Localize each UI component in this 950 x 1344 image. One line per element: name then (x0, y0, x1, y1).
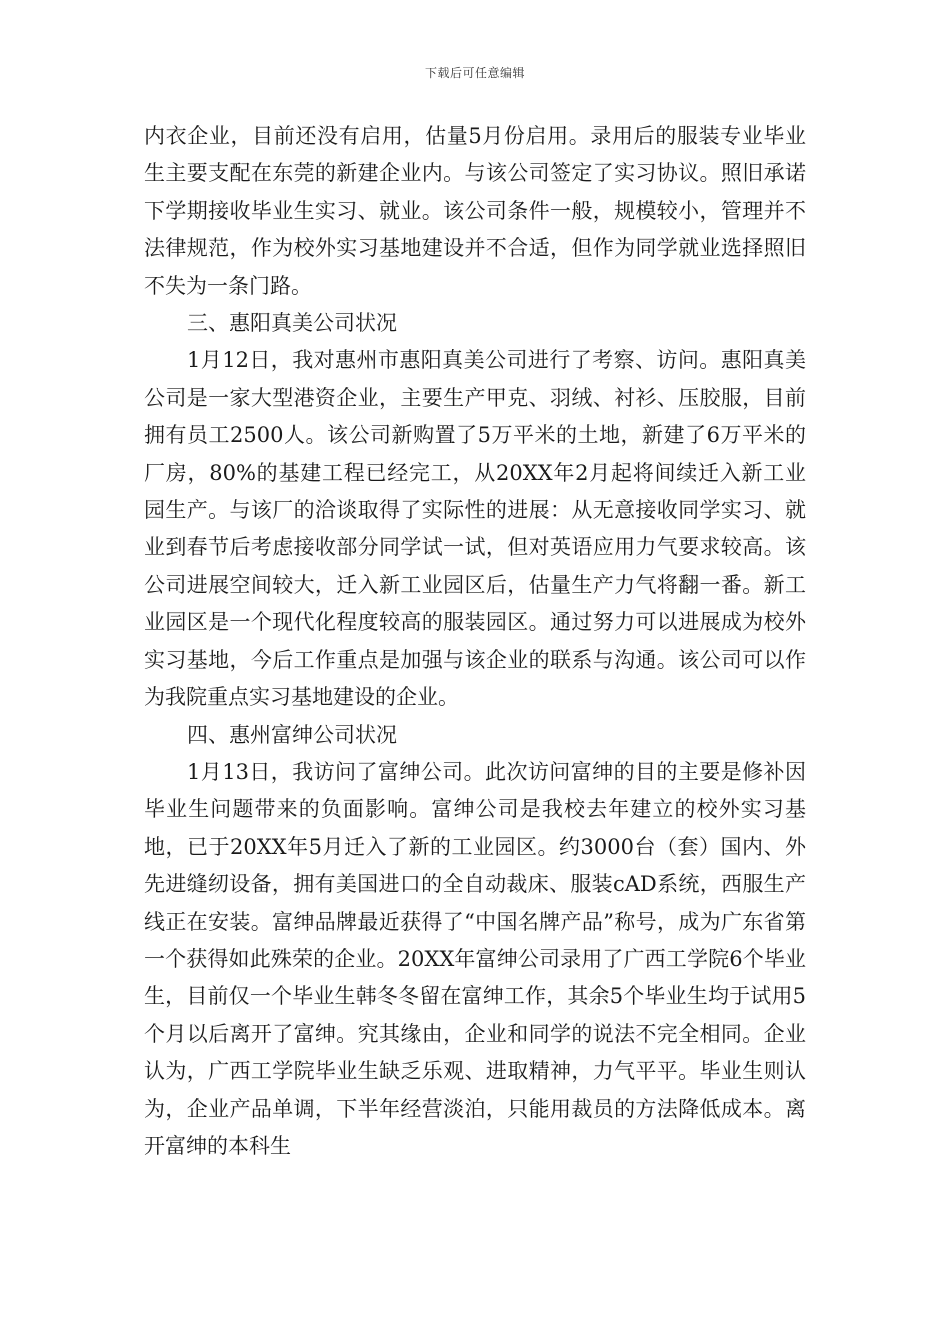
section-heading-4: 四、惠州富绅公司状况 (187, 722, 397, 747)
page-header: 下载后可任意编辑 (424, 66, 525, 80)
paragraph-huizhou-fushen: 1月13日，我访问了富绅公司。此次访问富绅的目的主要是修补因毕业生问题带来的负面影响。富绅公司是我校去年建立的校外实习基地，已于20XX年5月迁入了新的工业园区。约3000台（套）国内、外先进缝纫设备，拥有美国进口的全自动裁床、服装cAD系统，西服生产线正在安装。富绅品牌最近获得了“中国名牌产品”称号，成为广东省第一个获得如此殊荣的企业。20XX年富绅公司录用了广西工学院6个毕业生，目前仅一个毕业生韩冬冬留在富绅工作，其余5个毕业生均于试用5个月以后离开了富绅。究其缘由，企业和同学的说法不完全相同。企业认为，广西工学院毕业生缺乏乐观、进取精神，力气平平。毕业生则认为，企业产品单调，下半年经营淡泊，只能用裁员的方法降低成本。离开富绅的本科生 (144, 759, 806, 1158)
paragraph-continuation: 内衣企业，目前还没有启用，估量5月份启用。录用后的服装专业毕业生主要支配在东莞的新建企业内。与该公司签定了实习协议。照旧承诺下学期接收毕业生实习、就业。该公司条件一般，规模较小，管理并不法律规范，作为校外实习基地建设并不合适，但作为同学就业选择照旧不失为一条门路。 (144, 124, 806, 298)
section-heading-3: 三、惠阳真美公司状况 (187, 311, 397, 336)
document-body (144, 118, 806, 1165)
paragraph-huiyang-zhenmei: 1月12日，我对惠州市惠阳真美公司进行了考察、访问。惠阳真美公司是一家大型港资企业，主要生产甲克、羽绒、衬衫、压胶服，目前拥有员工2500人。该公司新购置了5万平米的土地，新建了6万平米的厂房，80%的基建工程已经完工，从20XX年2月起将间续迁入新工业园生产。与该厂的洽谈取得了实际性的进展：从无意接收同学实习、就业到春节后考虑接收部分同学试一试，但对英语应用力气要求较高。该公司进展空间较大，迁入新工业园区后，估量生产力气将翻一番。新工业园区是一个现代化程度较高的服装园区。通过努力可以进展成为校外实习基地，今后工作重点是加强与该企业的联系与沟通。该公司可以作为我院重点实习基地建设的企业。 (144, 348, 806, 710)
